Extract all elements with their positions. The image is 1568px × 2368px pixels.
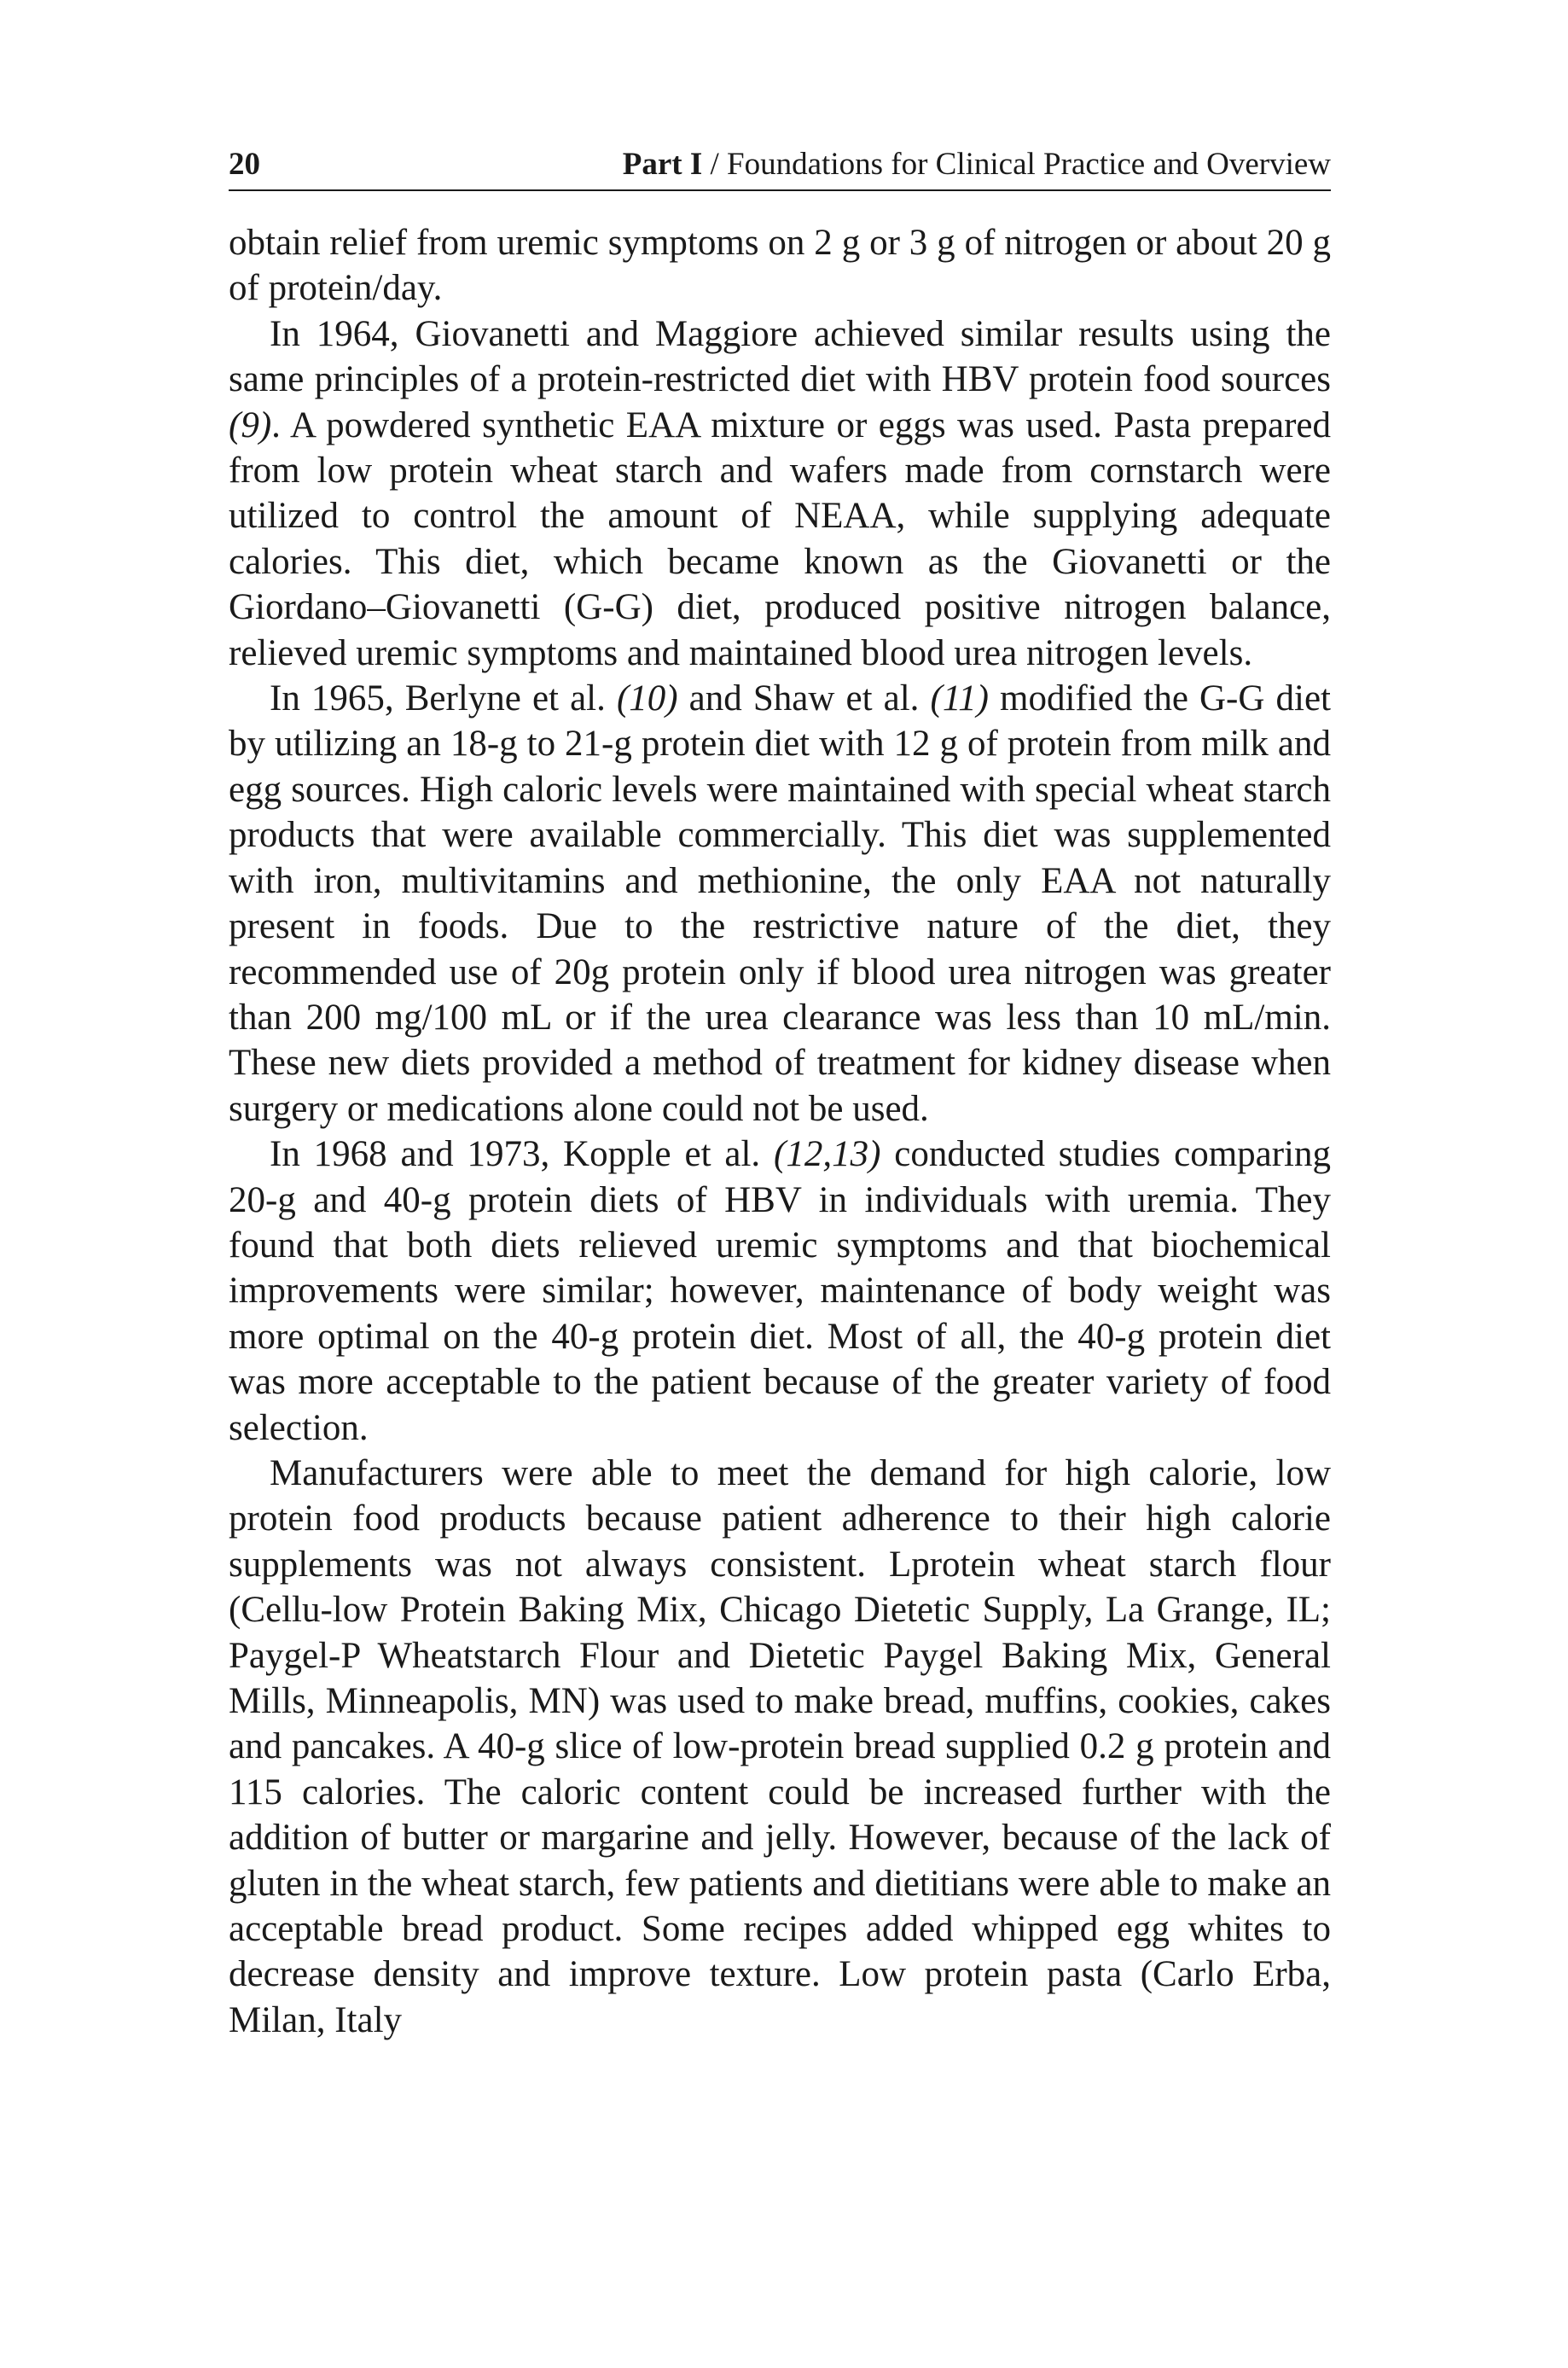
paragraph-text: Manufacturers were able to meet the demand for high calorie, low protein food products because patient adherence to their high calorie supplements was not always consistent. Lprotein wheat starch flour (Cellu-low Protein Baking Mix, Chicago Dietetic Supply, La Grange, IL; Paygel-P Wheatstarch Flour and Dietetic Paygel Baking Mix, General Mills, Minneapolis, MN) was used to make bread, muffins, cookies, cakes and pancakes. A 40-g slice of low-protein bread supplied 0.2 g protein and 115 calories. The caloric content could be increased further with the addition of butter or margarine and jelly. However, because of the lack of gluten in the wheat starch, few patients and dietitians were able to make an acceptable bread product. Some recipes added whipped egg whites to decrease density and improve texture. Low protein pasta (Carlo Erba, Milan, Italy bbox=[229, 1452, 1331, 2040]
paragraph-text: conducted studies comparing 20-g and 40-g protein diets of HBV in individuals with uremia. They found that both diets relieved uremic symptoms and that biochemical improvements were similar; however, maintenance of body weight was more optimal on the 40-g protein diet. Most of all, the 40-g protein diet was more acceptable to the patient because of the greater variety of food selection. bbox=[229, 1134, 1331, 1448]
paragraph-text: In 1968 and 1973, Kopple et al. bbox=[270, 1134, 775, 1175]
paragraph-text: obtain relief from uremic symptoms on 2 g or 3 g of nitrogen or about 20 g of protein/day. bbox=[229, 223, 1331, 309]
citation-reference: (9) bbox=[229, 404, 272, 445]
paragraph-text: . A powdered synthetic EAA mixture or eggs was used. Pasta prepared from low protein wheat starch and wafers made from cornstarch were utilized to control the amount of NEAA, while supplying adequate calories. This diet, which became known as the Giovanetti or the Giordano–Giovanetti (G-G) diet, produced positive nitrogen balance, relieved uremic symptoms and maintained blood urea nitrogen levels. bbox=[229, 404, 1331, 673]
paragraph bbox=[229, 1132, 1331, 1451]
paragraph bbox=[229, 311, 1331, 676]
paragraph-text: In 1965, Berlyne et al. bbox=[270, 678, 617, 719]
body-text bbox=[229, 220, 1331, 2043]
running-header bbox=[229, 145, 1331, 191]
paragraph bbox=[229, 220, 1331, 311]
page-number: 20 bbox=[229, 147, 260, 182]
paragraph bbox=[229, 1451, 1331, 2043]
header-separator: / bbox=[702, 147, 728, 182]
section-title: Foundations for Clinical Practice and Overview bbox=[727, 147, 1331, 182]
paragraph-text: and Shaw et al. bbox=[677, 678, 931, 719]
part-label: Part I bbox=[622, 147, 703, 182]
paragraph-text: modified the G-G diet by utilizing an 18-g to 21-g protein diet with 12 g of protein from milk and egg sources. High caloric levels were maintained with special wheat starch products that were available commercially. This diet was supplemented with iron, multivitamins and methionine, the only EAA not naturally present in foods. Due to the restrictive nature of the diet, they recommended use of 20g protein only if blood urea nitrogen was greater than 200 mg/100 mL or if the urea clearance was less than 10 mL/min. These new diets provided a method of treatment for kidney disease when surgery or medications alone could not be used. bbox=[229, 678, 1331, 1129]
paragraph-text: In 1964, Giovanetti and Maggiore achieved similar results using the same principles of a protein-restricted diet with HBV protein food sources bbox=[229, 313, 1331, 400]
paragraph bbox=[229, 676, 1331, 1132]
book-page bbox=[229, 145, 1331, 2043]
running-header-title bbox=[623, 145, 1331, 184]
citation-reference: (11) bbox=[930, 678, 989, 719]
citation-reference: (10) bbox=[616, 678, 678, 719]
citation-reference: (12,13) bbox=[774, 1134, 881, 1175]
